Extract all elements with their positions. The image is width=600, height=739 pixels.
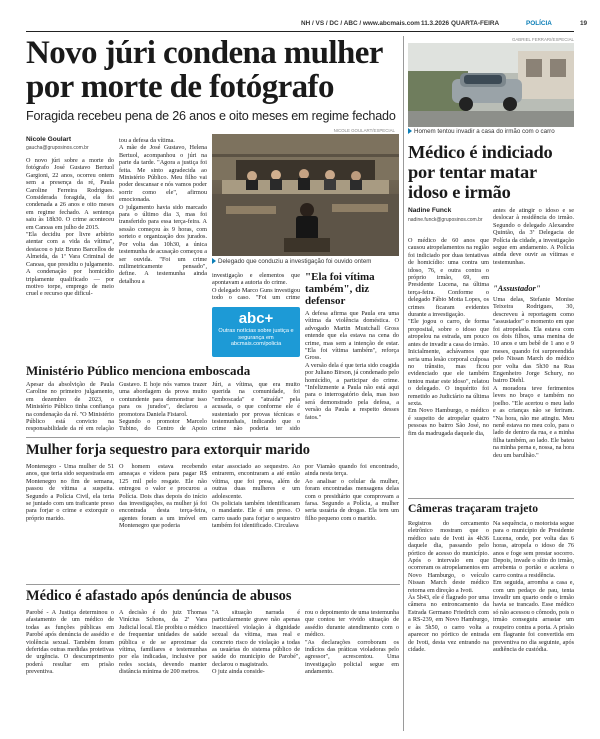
courtroom-photo (212, 134, 399, 256)
right-column-2: antes de atingir o idoso e se deslocar à residência do irmão. Segundo o delegado Alexandre Quintão, da 3ª Delegacia de Polícia da cidade, a investigação segue em andamento. A Polícia ainda deve ouvir as vítimas e testemunhas. (493, 207, 574, 266)
doctor-column-3: "A situação narrada é particularmente grave não apenas inaceitável violação à dignidade sexual da vítima, mas real e concreto risco de violação a todas as usuárias do sistema público de saúde do município de Parobé", declarou o magistrado. O juiz ainda conside- (212, 609, 300, 676)
lead-quote-title: "Ela foi vítima também", diz defensor (305, 271, 375, 307)
cameras-column-2: Na sequência, o motorista segue para o município de Presidente Lucena, onde, por volta das 6 horas, atropela o idoso de 76 anos e foge sem prestar socorro. Depois, invade o sítio do irmão, arrebenta o portão e acelera o carro contra a residência. Em seguida, arromba a casa e, com um pedaço de pau, tenta invadir um quarto onde o irmão havia se trancado. Esse médico só não acessou o cômodo, pois o irmão conseguiu arrastar um roupeiro contra a porta. A prisão em flagrante foi convertida em preventiva no dia seguinte, após audiência de custódia. (493, 520, 574, 653)
mp-column-1: Apesar da absolvição de Paula Caroline no primeiro julgamento, em dezembro de 2023, o Ministério Público tinha confiança na condenação da ré. "O Ministério Público está convicto na responsabilidade da ré em relação (26, 381, 114, 433)
right-byline: Nadine Funck (408, 207, 452, 214)
lead-headline-line-2: por morte de fotógrafo (26, 69, 334, 105)
header-date: 11.3.2026 (421, 20, 450, 27)
abc-logo-text: abc (238, 310, 265, 327)
header-section: POLÍCIA (526, 20, 552, 27)
column-divider (403, 36, 404, 731)
doctor-column-4: rou o depoimento de uma testemunha que contou ter vivido situação de assédio durante atendimento com o médico. "As declarações corroboram os indícios das práticas violadoras pelo agressor", acrescentou. Uma investigação policial segue em andamento. (305, 609, 399, 676)
mp-column-2: Gustavo. E hoje nós vamos trazer uma abordagem da prova muito contundente para demonstrar isso para os jurados", declarou a promotora Daniela Fistarol. Segundo o promotor Marcelo Tubino, do Centro de Apoio (119, 381, 207, 433)
plus-icon: + (264, 310, 274, 327)
right-column-1: O médico de 60 anos que causou atropelamentos na região foi indiciado por duas tentativas de homicídio: uma contra um idoso, 76, e outra contra o próprio irmão, 69, em Presidente Lucena, na última terça-feira. Conforme o delegado Fábio Motta Lopes, os crimes ficaram evidentes durante a investigação. "Ele jogou o carro, de forma proposital, sobre o idoso que atropelou na estrada, um pouco antes de invadir a casa do irmão. Inicialmente, achávamos que seria uma lesão corporal culposa no trânsito, mas ficou evidenciado que ele também tentou matar este idoso", relatou o delegado. O inquérito foi remetido ao Judiciário na última sexta. Em Novo Hamburgo, o médico é suspeito de atropelar quatro pessoas no bairro São José, no fim da madrugada daquele dia, (408, 237, 489, 437)
mp-column-3: Júri, a vítima, que era muito querida na comunidade, foi "emboscada" e "atraída" pela acusada, o que conforme ele é sustentado por provas técnicas e testemunhais, indicando que o crime não poderia ter sido (212, 381, 300, 433)
abc-plus-logo (212, 310, 300, 328)
hostage-column-4: por Viamão quando foi encontrado, ainda nesta terça. Ao analisar o celular da mulher, foram encontradas mensagens delas com o presidiário que comprovam a farsa. Segundo a Polícia, a mulher seria usuária de drogas. Ela tem um filho pequeno com o marido. (305, 463, 399, 522)
doctor-column-1: Parobé - A Justiça determinou o afastamento de um médico de todas as funções públicas em Parobé após denúncia de assédio e violência sexual. Também foram deferidas outras medidas protetivas de urgência. O descumprimento poderá resultar em prisão preventiva. (26, 609, 114, 676)
car-house-photo (408, 43, 574, 127)
mp-headline: Ministério Público menciona emboscada (26, 363, 251, 378)
abc-promo-text: Outras notícias sobre justiça e segurança em abcmais.com/policia (218, 328, 294, 348)
lead-column-2: tou a defesa da vítima. A mãe de José Gustavo, Helena Bertuol, acompanhou o júri na parte da tarde. "Agora a justiça foi feita. Me sinto agradecida ao Ministério Público. Meu filho vai poder descansar e nós vamos poder sorrir como ele", afirmou emocionada. O julgamento havia sido marcado para o último dia 3, mas foi transferido para essa terça-feira. A sessão começou às 9 horas, com sorteio e organização dos jurados. Por volta das 10h30, a única testemunha de acusação começou a ser ouvida. "Foi um crime milimetricamente pensado", define. A testemunha ainda detalhou a (119, 137, 207, 285)
header-rule (26, 31, 574, 32)
abc-promo-box[interactable] (212, 307, 300, 357)
lead-column-3: investigação e elementos que apontavam a autoria do crime. O delegado Marco Guns investigou todo o caso. "Foi um crime (212, 272, 300, 300)
header-editions: NH / VS / DC / ABC / www.abcmais.com (301, 20, 420, 27)
cameras-headline: Câmeras traçaram trajeto (408, 502, 539, 515)
right-subhead: "Assustador" (493, 284, 541, 293)
lead-photo-caption-text: Delegado que conduziu a investigação foi ouvido ontem (218, 258, 372, 265)
right-headline: Médico é indiciado por tentar matar idoso e irmão (408, 142, 553, 202)
lead-headline-line-1: Novo júri condena mulher (26, 35, 383, 71)
lead-photo-caption (212, 258, 371, 265)
lead-column-1: O novo júri sobre a morte do fotógrafo José Gustavo Bertuol Gargioni, 22 anos, ocorreu ontem sem a presença da ré, Paula Caroline Ferreira Rodrigues. Considerada foragida, ela foi condenada a 26 anos e oito meses em regime fechado. A sentença saiu às 18h30. O crime aconteceu em Canoas em julho de 2015. "Ela decidiu por livre arbítrio atentar com a vida da vítima", destacou o juiz Bruno Barcellos de Almeida, da 1ª Vara Criminal de Canoas, que presidiu o julgamento. A condenação por homicídio triplamente qualificado — por motivo torpe, emprego de meio cruel e recurso que dificul- (26, 157, 114, 298)
hostage-column-1: Montenegro - Uma mulher de 51 anos, que teria sido sequestrada em Montenegro no fim de semana, passou de vítima a suspeita. Segundo a Polícia Civil, ela teria se juntado com um traficante preso para forjar o crime e extorquir o próprio marido. (26, 463, 114, 522)
cameras-rule (408, 498, 574, 499)
lead-bottom-rule (26, 437, 400, 438)
page-number: 19 (580, 20, 588, 27)
cameras-column-1: Registros do cercamento eletrônico mostram que o médico saiu de Ivoti às 4h36 daquele dia, passando pelo pórtico de acesso do município. Após o intervalo em que ocorreram os atropelamentos em Novo Hamburgo, o veículo Nissan March deste médico retorna em direção a Ivoti. Às 5h43, ele é flagrado por uma câmera no entroncamento da Estrada Germano Friedrich com a RS-239, em Novo Hamburgo, e às 5h50, o carro volta a aparecer no pórtico de entrada de Ivoti, desta vez entrando na cidade. (408, 520, 489, 653)
hostage-headline: Mulher forja sequestro para extorquir marido (26, 442, 310, 458)
header-weekday: QUARTA-FEIRA (451, 20, 500, 27)
doctor-column-2: A decisão é do juiz Thomas Vinícius Schons, da 2ª Vara Judicial local. Ele proibiu o médico de frequentar unidades de saúde pública e de se aproximar da vítima, familiares e testemunhas por ela indicadas, inclusive por redes sociais, devendo manter distância mínima de 200 metros. (119, 609, 207, 676)
lead-byline: Nicole Goulart (26, 136, 72, 143)
doctor-headline: Médico é afastado após denúncia de abusos (26, 588, 292, 604)
lead-column-4: A defesa afirma que Paula era uma vítima da violência doméstica. O advogado Martin Mustchall Gross entende que ela estava na cena do crime, mas sem a intenção de estar. "Ela foi vítima também", reforça Gross. A versão dela é que teria sido coagida por Juliano Birson, já condenado pelo homicídio, a participar do crime. "Infelizmente a Paula não está aqui para o interrogatório dela, mas isso será demonstrado pela defesa, a versão da Paula a respeito desses fatos." (305, 310, 399, 421)
hostage-column-2: O homem estava recebendo ameaças e vídeos para pagar R$ 125 mil pelo resgate. Ele não entregou o valor e procurou a Polícia. Dois dias depois do início das investigações, ea mulher já foi encontrada desta terça-feira, agentes foram a um imóvel em Montenegro que poderia (119, 463, 207, 530)
right-photo-credit: GABRIEL FERRARI/ESPECIAL (511, 37, 574, 42)
page-header (0, 18, 600, 30)
right-photo-caption-text: Homem tentou invadir a casa do irmão com o carro (414, 128, 555, 135)
lead-byline-email: gaucha@gruposinos.com.br (26, 145, 89, 151)
hostage-bottom-rule (26, 584, 400, 585)
right-column-2b: Uma delas, Stefanie Monise Teixeira Rodrigues, 30, descreveu à reportagem como "assustador" o momento em que foi atropelada. Ela estava com os dois filhos, uma menina de 10 anos e um bebê de 1 ano e 9 meses, quando foi surpreendida pelo Nissan March do médico por volta das 5h30 na Rua Engenheiro Jorge Schury, no bairro Diehl. A moradora teve ferimentos leves no braço e também no joelho. "Ele acertou o meu lado e as crianças não se feriram. "Na hora, não me atingiu. Meu nenê estava no meu colo, para o lado de dentro da rua, e a minha filha também, ao lado. Ele bateu na minha perna e, nossa, na hora deu um barulhão." (493, 296, 574, 459)
caption-marker-icon (408, 128, 412, 134)
caption-marker-icon (212, 258, 216, 264)
hostage-column-3: estar associado ao sequestro. Ao entrarem, encontraram a até então vítima, que foi presa, além de outras duas mulheres e um adolescente. Os policiais também identificaram o mandante. Ele é um preso. O carro usado para forjar o sequestro também foi identificado. Circulava (212, 463, 300, 530)
lead-photo-credit: NICOLE GOULART/ESPECIAL (333, 128, 395, 133)
right-byline-email: nadine.funck@gruposinos.com.br (408, 217, 483, 223)
lead-subhead: Foragida recebeu pena de 26 anos e oito meses em regime fechado (26, 109, 396, 123)
right-photo-caption (408, 128, 555, 135)
